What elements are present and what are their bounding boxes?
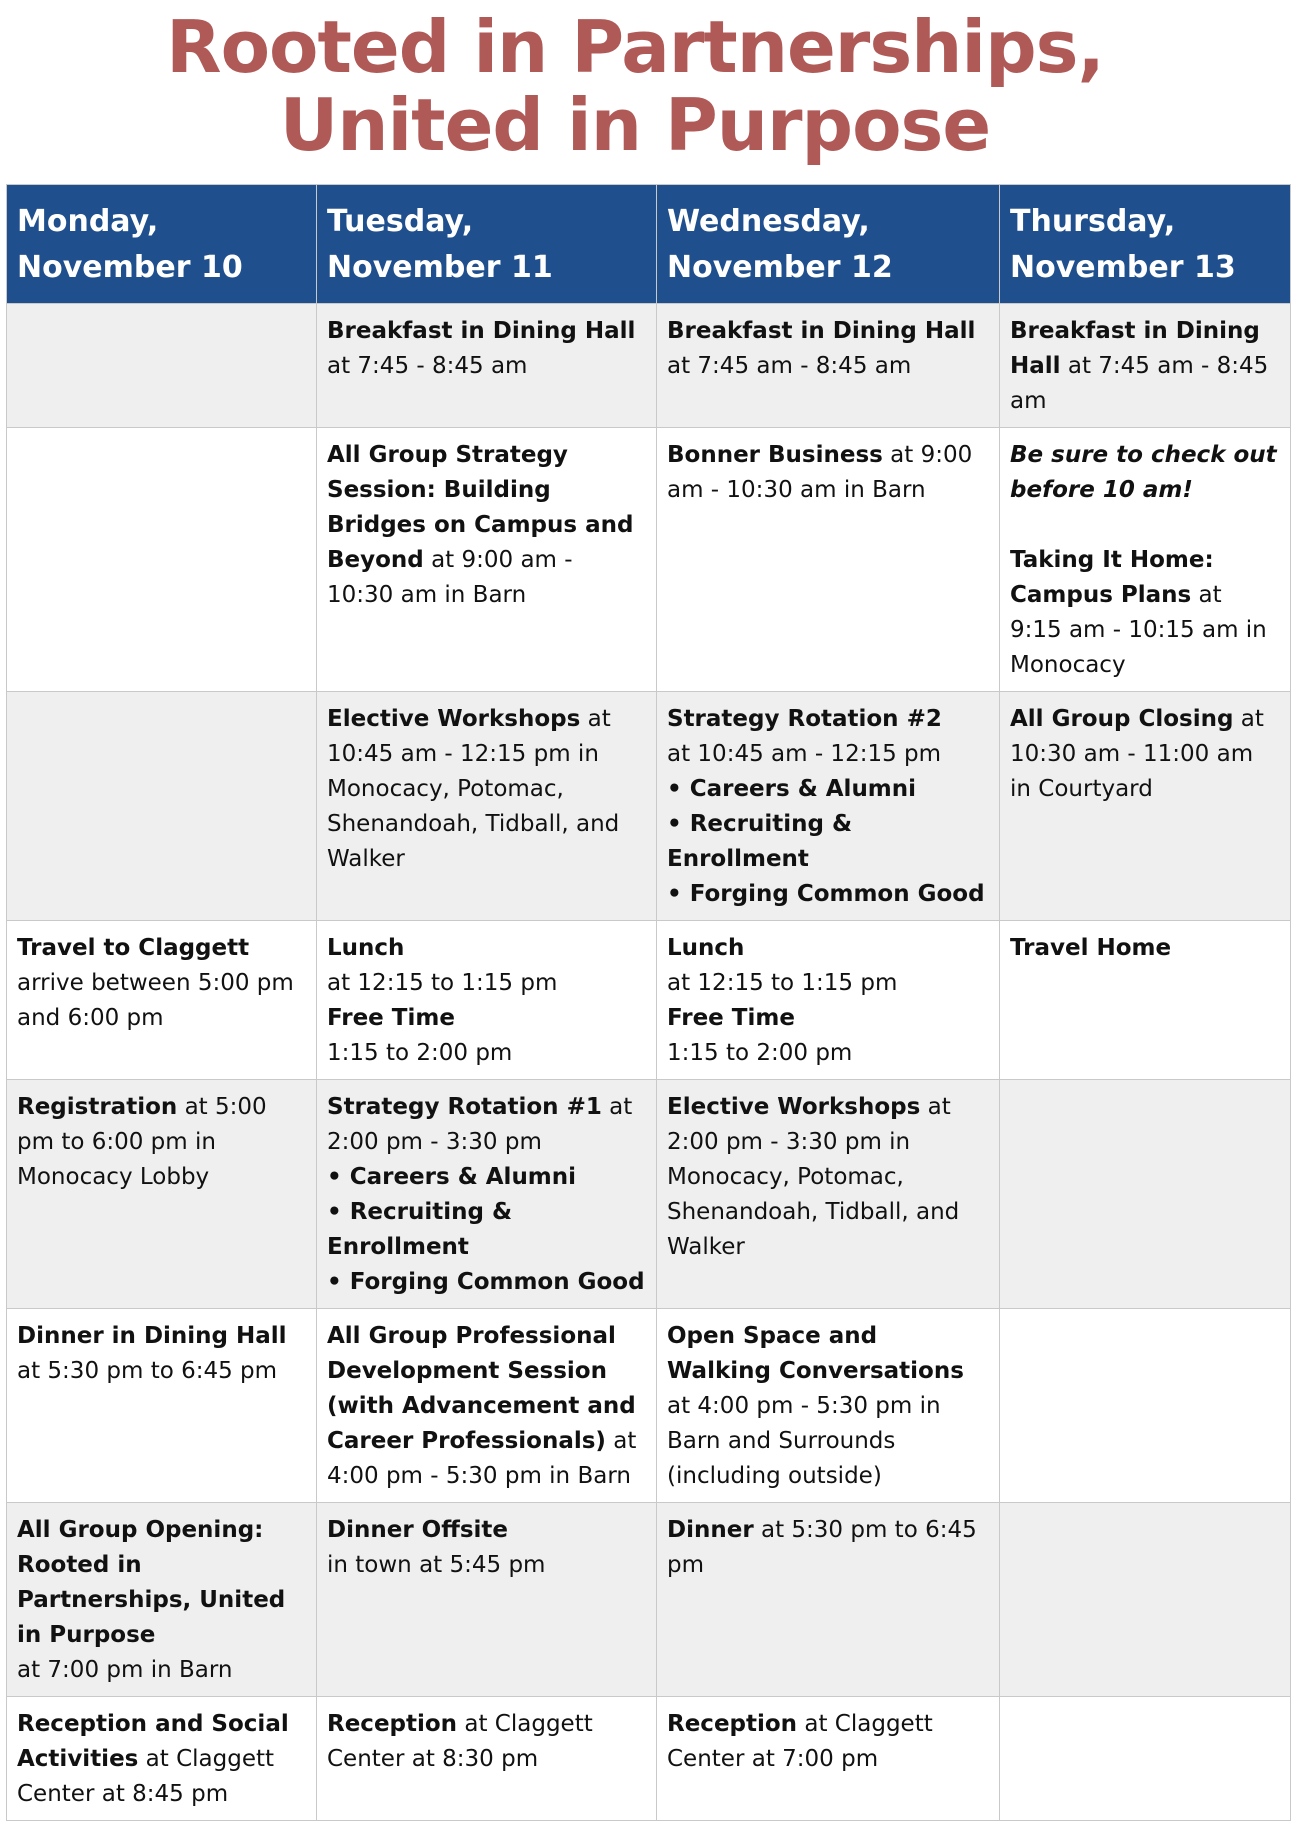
event-name: Travel Home [1010,935,1172,961]
event-name: Lunch [667,935,745,961]
day-date: November 13 [1010,250,1236,285]
event-name: All Group Opening: Rooted in Partnerships, United in Purpose [17,1517,286,1648]
schedule-row [7,921,1291,1080]
schedule-cell-wednesday [657,1697,1000,1821]
event-name: Travel to Claggett [17,935,250,961]
event-name: Dinner [667,1517,754,1543]
schedule-cell-monday [7,1503,317,1697]
schedule-row [7,1503,1291,1697]
event-details: at 10:45 am - 12:15 pm [667,741,942,767]
event-details: at 7:00 pm in Barn [17,1657,233,1683]
event-name: Taking It Home: Campus Plans [1010,547,1214,608]
event-name: Elective Workshops [667,1094,921,1120]
schedule-cell-thursday [1000,1503,1291,1697]
event-name: • Forging Common Good [327,1269,645,1295]
schedule-cell-thursday [1000,428,1291,692]
event-details: 1:15 to 2:00 pm [667,1040,853,1066]
schedule-row [7,304,1291,428]
schedule-cell-thursday [1000,921,1291,1080]
event-name: Lunch [327,935,405,961]
schedule-cell-monday [7,692,317,921]
day-name: Tuesday, [327,204,474,239]
day-header-wednesday [657,185,1000,304]
day-name: Monday, [17,204,159,239]
schedule-cell-monday [7,1309,317,1503]
schedule-cell-wednesday [657,1503,1000,1697]
event-details: in town at 5:45 pm [327,1552,546,1578]
event-name: • Forging Common Good [667,881,985,907]
event-name: Free Time [667,1005,795,1031]
day-date: November 10 [17,250,243,285]
paragraph-gap [1010,508,1280,543]
schedule-cell-tuesday [317,1080,657,1309]
schedule-row [7,1309,1291,1503]
event-name: Open Space and Walking Conversations [667,1323,964,1384]
event-name: Strategy Rotation #2 [667,706,942,732]
event-name: Reception [327,1711,458,1737]
event-name: • Careers & Alumni [327,1164,577,1190]
event-name: • Recruiting & Enrollment [667,811,853,872]
schedule-cell-tuesday [317,304,657,428]
event-details: at 9:15 am - 10:15 am in Monocacy [1010,582,1267,678]
day-header-row [7,185,1291,304]
schedule-cell-thursday [1000,692,1291,921]
event-details: at 4:00 pm - 5:30 pm in Barn [327,1428,637,1489]
event-name: • Recruiting & Enrollment [327,1199,513,1260]
schedule-cell-monday [7,1697,317,1821]
event-details: at 12:15 to 1:15 pm [667,970,898,996]
event-details: arrive between 5:00 pm and 6:00 pm [17,970,294,1031]
schedule-cell-tuesday [317,1503,657,1697]
day-name: Wednesday, [667,204,870,239]
event-details: at 5:00 pm to 6:00 pm in Monocacy Lobby [17,1094,267,1190]
schedule-body [7,304,1291,1821]
day-header-monday [7,185,317,304]
event-details: at 7:45 am - 8:45 am [1010,353,1269,414]
event-name: Free Time [327,1005,455,1031]
event-details: at 2:00 pm - 3:30 pm [327,1094,633,1155]
event-details: at Claggett Center at 7:00 pm [667,1711,933,1772]
event-details: at 7:45 - 8:45 am [327,353,528,379]
event-name: Breakfast in Dining Hall [1010,318,1260,379]
schedule-cell-thursday [1000,1080,1291,1309]
day-header-thursday [1000,185,1291,304]
day-date: November 12 [667,250,893,285]
schedule-cell-wednesday [657,1309,1000,1503]
schedule-table [6,184,1291,1821]
event-name: Reception and Social Activities [17,1711,289,1772]
schedule-cell-tuesday [317,1309,657,1503]
event-name: Strategy Rotation #1 [327,1094,602,1120]
schedule-row [7,1697,1291,1821]
schedule-row [7,1080,1291,1309]
event-name: Breakfast in Dining Hall [327,318,636,344]
schedule-cell-tuesday [317,692,657,921]
event-name: All Group Closing [1010,706,1234,732]
schedule-cell-monday [7,921,317,1080]
page-title [0,5,1270,167]
day-header-tuesday [317,185,657,304]
title-line-2: United in Purpose [279,83,991,167]
schedule-cell-wednesday [657,692,1000,921]
schedule-cell-wednesday [657,304,1000,428]
day-name: Thursday, [1010,204,1176,239]
event-details: at 4:00 pm - 5:30 pm in Barn and Surrounds (including outside) [667,1393,941,1489]
schedule-cell-thursday [1000,1309,1291,1503]
schedule-cell-thursday [1000,304,1291,428]
event-details: at 12:15 to 1:15 pm [327,970,558,996]
event-name: Reception [667,1711,798,1737]
event-name: • Careers & Alumni [667,776,917,802]
event-details: at 2:00 pm - 3:30 pm in Monocacy, Potomac, Shenandoah, Tidball, and Walker [667,1094,960,1260]
event-details: at 7:45 am - 8:45 am [667,353,912,379]
event-details: at Claggett Center at 8:45 pm [17,1746,275,1807]
event-details: at 5:30 pm to 6:45 pm [667,1517,977,1578]
title-line-1: Rooted in Partnerships, [166,5,1104,89]
event-name: Dinner Offsite [327,1517,509,1543]
schedule-cell-monday [7,428,317,692]
schedule-cell-tuesday [317,921,657,1080]
day-date: November 11 [327,250,553,285]
schedule-cell-monday [7,1080,317,1309]
schedule-cell-tuesday [317,428,657,692]
schedule-row [7,692,1291,921]
event-name: Elective Workshops [327,706,581,732]
schedule-cell-monday [7,304,317,428]
event-details: 1:15 to 2:00 pm [327,1040,513,1066]
event-name: Registration [17,1094,178,1120]
event-name: Bonner Business [667,442,883,468]
event-details: at 9:00 am - 10:30 am in Barn [667,442,973,503]
event-name: Dinner in Dining Hall [17,1323,287,1349]
checkout-note: Be sure to check out before 10 am! [1010,442,1277,503]
event-name: All Group Strategy Session: Building Bridges on Campus and Beyond [327,442,634,573]
schedule-cell-wednesday [657,921,1000,1080]
schedule-cell-wednesday [657,428,1000,692]
event-details: at 9:00 am - 10:30 am in Barn [327,547,573,608]
event-name: All Group Professional Development Session (with Advancement and Career Professionals) [327,1323,636,1454]
event-name: Breakfast in Dining Hall [667,318,976,344]
event-details: at 10:30 am - 11:00 am in Courtyard [1010,706,1264,802]
event-details: at Claggett Center at 8:30 pm [327,1711,593,1772]
schedule-cell-thursday [1000,1697,1291,1821]
event-details: at 10:45 am - 12:15 pm in Monocacy, Potomac, Shenandoah, Tidball, and Walker [327,706,620,872]
event-details: at 5:30 pm to 6:45 pm [17,1358,278,1384]
schedule-cell-wednesday [657,1080,1000,1309]
schedule-cell-tuesday [317,1697,657,1821]
schedule-row [7,428,1291,692]
